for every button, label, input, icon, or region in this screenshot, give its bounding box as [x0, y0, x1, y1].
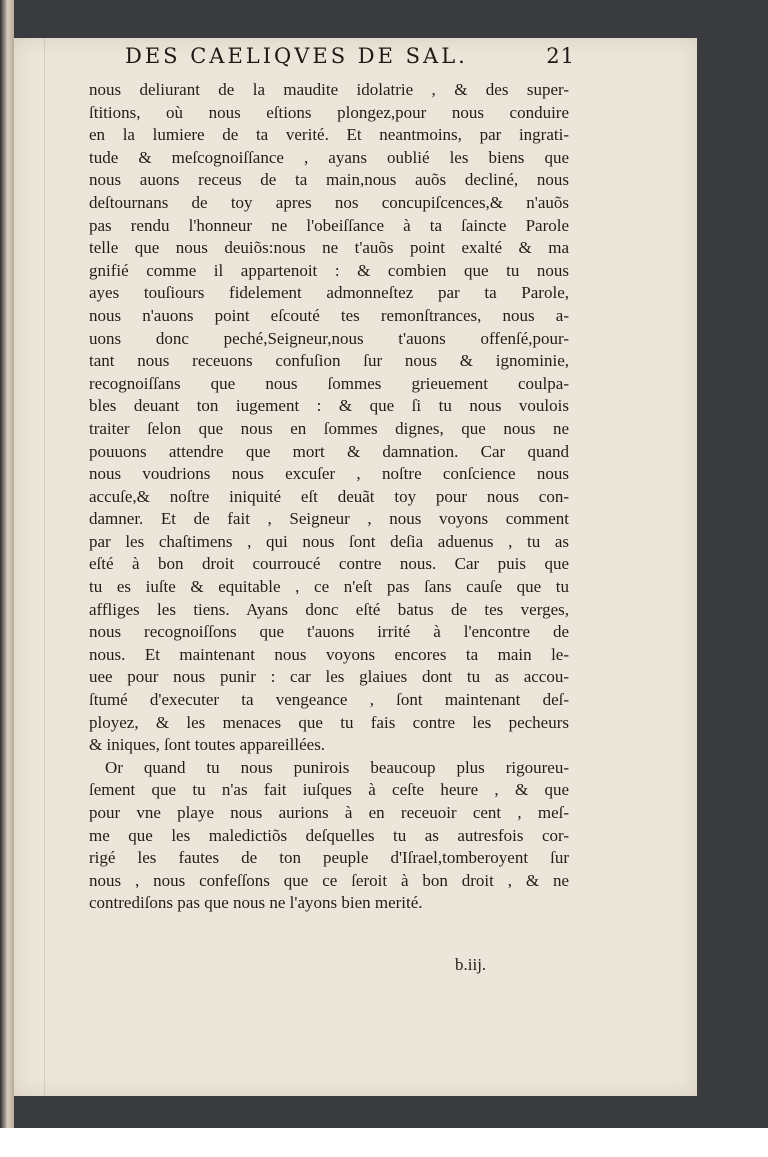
running-head — [125, 44, 575, 72]
text-line: damner. Et de fait , Seigneur , nous voyons comment — [89, 509, 569, 529]
text-line: deſtournans de toy apres nos concupiſcences,& n'auõs — [89, 192, 569, 212]
text-line: telle que nous deuiõs:nous ne t'auõs point exalté & ma — [89, 238, 569, 258]
text-line: nous auons receus de ta main,nous auõs decliné, nous — [89, 170, 569, 190]
text-line: bles deuant ton iugement : & que ſi tu nous voulois — [89, 396, 569, 416]
text-line: ayes touſiours fidelement admonneſtez par ta Parole, — [89, 283, 569, 303]
text-line: ſtumé d'executer ta vengeance , ſont maintenant deſ- — [89, 690, 569, 710]
text-line: & iniques, ſont toutes appareillées. — [89, 735, 326, 755]
text-line: pour vne playe nous aurions à en receuoir cent , meſ- — [89, 803, 569, 822]
text-line: me que les maledictiõs deſquelles tu as autresfois cor- — [89, 825, 569, 845]
text-line: accuſe,& noſtre iniquité eſt deuãt toy pour nous con- — [89, 486, 569, 506]
text-line: tant nous receuons confuſion ſur nous & ignominie, — [89, 351, 569, 371]
text-line: affliges les tiens. Ayans donc eſté batus de tes verges, — [89, 599, 569, 619]
text-line: ſement que tu n'as fait iuſques à ceſte heure , & que — [89, 780, 569, 800]
page-number: 21 — [546, 44, 575, 68]
text-line: en la lumiere de ta verité. Et neantmoins, par ingrati- — [89, 125, 569, 145]
text-line: par les chaſtimens , qui nous ſont deſia aduenus , tu as — [89, 531, 569, 551]
text-line: ſtitions, où nous eſtions plongez,pour nous conduire — [89, 102, 569, 122]
body-text — [89, 79, 569, 915]
text-line: uons donc peché,Seigneur,nous t'auons offenſé,pour- — [89, 328, 569, 348]
text-line: pouuons attendre que mort & damnation. Car quand — [89, 441, 569, 461]
running-head-title: DES CAELIQVES DE SAL. — [125, 44, 468, 68]
text-line: contrediſons pas que nous ne l'ayons bien merité. — [89, 893, 423, 913]
text-line: tude & meſcognoiſſance , ayans oublié les biens que — [89, 147, 569, 167]
text-line: tu es iuſte & equitable , ce n'eſt pas ſans cauſe que tu — [89, 577, 569, 597]
text-line: recognoiſſans que nous ſommes grieuement coulpa- — [89, 373, 569, 393]
text-line: nous deliurant de la maudite idolatrie , & des super- — [89, 80, 569, 99]
text-line: pas rendu l'honneur ne l'obeiſſance à ta ſaincte Parole — [89, 215, 569, 235]
text-line: nous , nous confeſſons que ce ſeroit à bon droit , & ne — [89, 870, 569, 890]
text-line: eſté à bon droit courroucé contre nous. Car puis que — [89, 554, 569, 574]
text-line: ployez, & les menaces que tu fais contre les pecheurs — [89, 712, 569, 732]
text-line: traiter ſelon que nous en ſommes dignes, que nous ne — [89, 418, 569, 438]
text-line: uee pour nous punir : car les glaiues dont tu as accou- — [89, 667, 569, 687]
paragraph-start-line: Or quand tu nous punirois beaucoup plus rigoureu- — [105, 757, 569, 777]
text-line: nous n'auons point eſcouté tes remonſtrances, nous a- — [89, 305, 569, 325]
text-line: nous. Et maintenant nous voyons encores ta main le- — [89, 644, 569, 664]
text-line: nous voudrions nous excuſer , noſtre conſcience nous — [89, 464, 569, 484]
text-line: nous recognoiſſons que t'auons irrité à l'encontre de — [89, 622, 569, 642]
text-line: rigé les fautes de ton peuple d'Iſrael,tomberoyent ſur — [89, 848, 569, 868]
page-gutter-shade — [44, 38, 45, 1096]
book-spine-edge — [0, 0, 14, 1128]
text-line: gnifié comme il appartenoit : & combien que tu nous — [89, 260, 569, 280]
signature-mark: b.iij. — [455, 955, 487, 974]
